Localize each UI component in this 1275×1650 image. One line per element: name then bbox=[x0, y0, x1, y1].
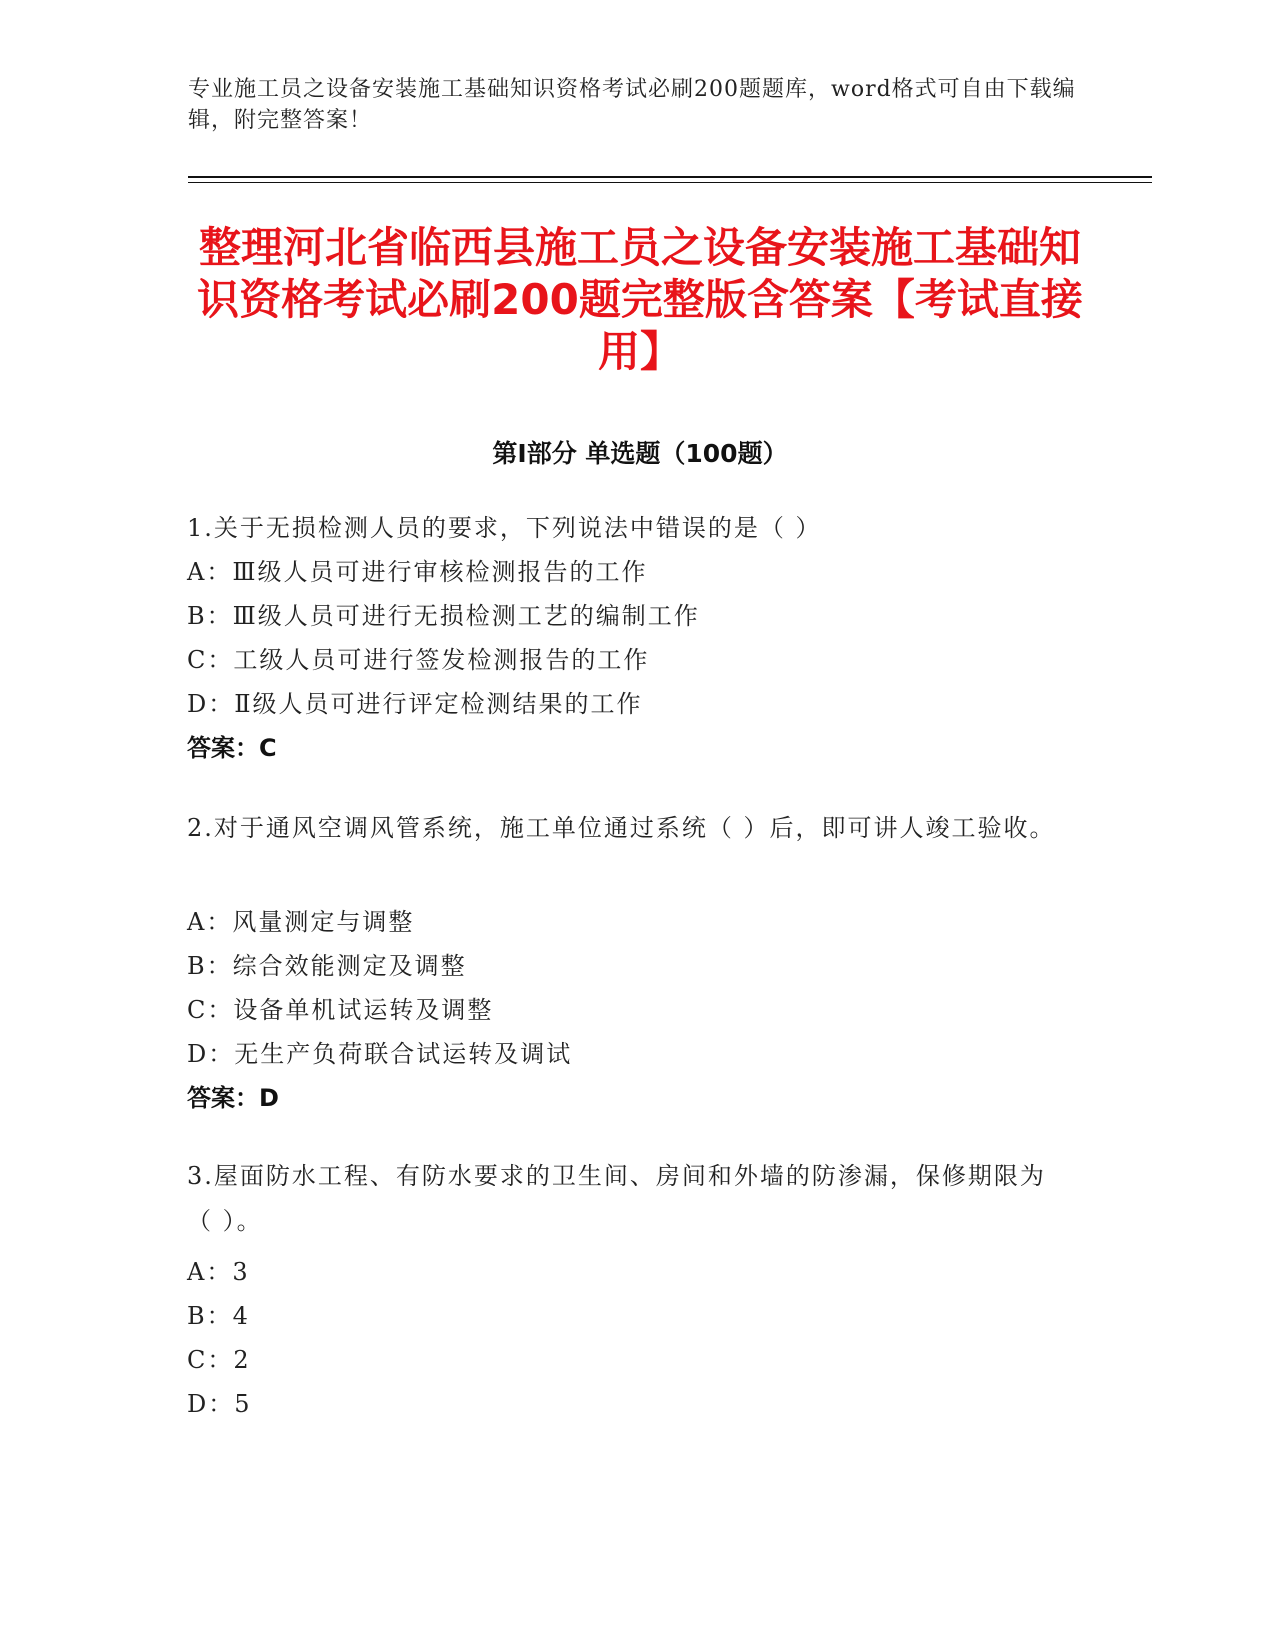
question-2-option-d: D：无生产负荷联合试运转及调试 bbox=[187, 1040, 573, 1068]
question-3-option-c: C：2 bbox=[187, 1346, 251, 1374]
question-2-option-b: B：综合效能测定及调整 bbox=[187, 952, 467, 980]
question-3-option-a: A：3 bbox=[187, 1258, 250, 1286]
question-2-option-c: C：设备单机试运转及调整 bbox=[187, 996, 494, 1024]
document-title: 整理河北省临西县施工员之设备安装施工基础知识资格考试必刷200题完整版含答案【考试直接用】 bbox=[197, 223, 1083, 376]
question-1-option-b: B：Ⅲ级人员可进行无损检测工艺的编制工作 bbox=[187, 602, 700, 630]
question-2-answer: 答案：D bbox=[187, 1084, 279, 1112]
question-1-option-c: C：工级人员可进行签发检测报告的工作 bbox=[187, 646, 650, 674]
question-2-option-a: A：风量测定与调整 bbox=[187, 908, 415, 936]
header-divider-thick bbox=[188, 176, 1152, 178]
section-heading: 第Ⅰ部分 单选题（100题） bbox=[492, 439, 788, 468]
question-3-stem: 3.屋面防水工程、有防水要求的卫生间、房间和外墙的防渗漏，保修期限为（ ）。 bbox=[187, 1162, 1046, 1235]
question-1-stem: 1.关于无损检测人员的要求，下列说法中错误的是（ ） bbox=[187, 514, 822, 542]
question-1-option-d: D：Ⅱ级人员可进行评定检测结果的工作 bbox=[187, 690, 643, 718]
question-1-option-a: A：Ⅲ级人员可进行审核检测报告的工作 bbox=[187, 558, 648, 586]
question-3-option-b: B：4 bbox=[187, 1302, 250, 1330]
question-3-option-d: D：5 bbox=[187, 1390, 252, 1418]
question-1-answer: 答案：C bbox=[187, 734, 277, 762]
header-divider-thin bbox=[188, 182, 1152, 183]
question-2-stem: 2.对于通风空调风管系统，施工单位通过系统（ ）后，即可讲人竣工验收。 bbox=[187, 814, 1056, 842]
header-note: 专业施工员之设备安装施工基础知识资格考试必刷200题题库，word格式可自由下载编辑，附完整答案！ bbox=[188, 77, 1076, 133]
